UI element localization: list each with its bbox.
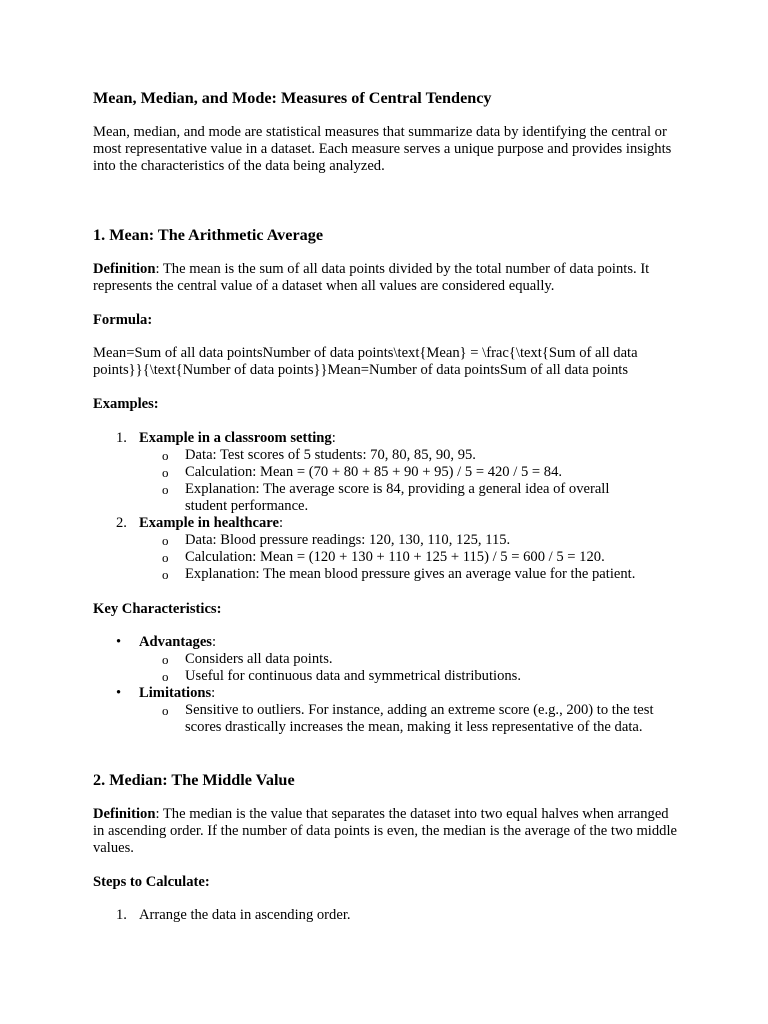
example-title: Example in healthcare (139, 515, 279, 531)
list-item-text: Useful for continuous data and symmetrical distributions. (185, 668, 521, 684)
formula-text: Mean=Sum of all data pointsNumber of data points\text{Mean} = \frac{\text{Sum of all data points}}{\text{Number of data points}}Mean=Number of data pointsSum of all data points (93, 345, 638, 378)
median-definition (93, 806, 683, 857)
bullet-icon: • (116, 685, 122, 701)
definition-text: : The mean is the sum of all data points divided by the total number of data points. It represents the central value of a dataset when all values are considered equally. (93, 261, 650, 294)
list-item-text: Data: Test scores of 5 students: 70, 80, 85, 90, 95. (185, 447, 476, 463)
list-number: 2. (116, 515, 127, 531)
list-item-text (139, 634, 683, 651)
limitations-label: Limitations (139, 685, 212, 701)
list-item-text (139, 430, 683, 447)
list-item-text: Calculation: Mean = (120 + 130 + 110 + 125 + 115) / 5 = 600 / 5 = 120. (185, 549, 605, 565)
sub-bullet-icon: o (162, 567, 169, 582)
colon: : (211, 685, 216, 701)
intro-paragraph: Mean, median, and mode are statistical measures that summarize data by identifying the central or most representative value in a dataset. Each measure serves a unique purpose and provides insights into the characteristics of the data being analyzed. (93, 124, 672, 174)
list-item-text: Considers all data points. (185, 651, 333, 667)
sub-bullet-icon: o (162, 703, 169, 718)
sub-bullet-icon: o (162, 482, 169, 497)
formula-label: Formula: (93, 312, 153, 328)
list-item-text: Arrange the data in ascending order. (139, 907, 351, 923)
list-item-text: Explanation: The mean blood pressure gives an average value for the patient. (185, 566, 636, 582)
sub-bullet-icon: o (162, 652, 169, 667)
list-number: 1. (116, 430, 127, 446)
list-item-text (139, 685, 683, 702)
advantages-label: Advantages (139, 634, 212, 650)
list-item-text (139, 515, 683, 532)
section-heading-median: 2. Median: The Middle Value (93, 771, 295, 789)
bullet-icon: • (116, 634, 122, 650)
list-item-text: Sensitive to outliers. For instance, adding an extreme score (e.g., 200) to the test scores drastically increases the mean, making it less representative of the data. (185, 702, 654, 735)
section-heading-mean: 1. Mean: The Arithmetic Average (93, 226, 324, 244)
sub-bullet-icon: o (162, 533, 169, 548)
definition-label: Definition (93, 261, 156, 277)
list-item-text: Calculation: Mean = (70 + 80 + 85 + 90 + 95) / 5 = 420 / 5 = 84. (185, 464, 563, 480)
sub-bullet-icon: o (162, 550, 169, 565)
steps-label: Steps to Calculate: (93, 874, 210, 890)
list-number: 1. (116, 907, 127, 923)
mean-definition (93, 261, 683, 295)
list-item-text: Explanation: The average score is 84, providing a general idea of overall student performance. (185, 481, 610, 514)
colon: : (211, 634, 217, 650)
definition-label: Definition (93, 806, 156, 822)
document-title: Mean, Median, and Mode: Measures of Central Tendency (93, 89, 492, 107)
definition-text: : The median is the value that separates the dataset into two equal halves when arranged in ascending order. If the number of data points is even, the median is the average of the two middle values. (93, 806, 677, 856)
example-title: Example in a classroom setting (139, 430, 332, 446)
example-suffix: : (279, 515, 284, 531)
example-suffix: : (331, 430, 336, 446)
key-characteristics-label: Key Characteristics: (93, 601, 222, 617)
list-item-text: Data: Blood pressure readings: 120, 130, 110, 125, 115. (185, 532, 511, 548)
sub-bullet-icon: o (162, 448, 169, 463)
sub-bullet-icon: o (162, 465, 169, 480)
examples-label: Examples: (93, 396, 159, 412)
sub-bullet-icon: o (162, 669, 169, 684)
